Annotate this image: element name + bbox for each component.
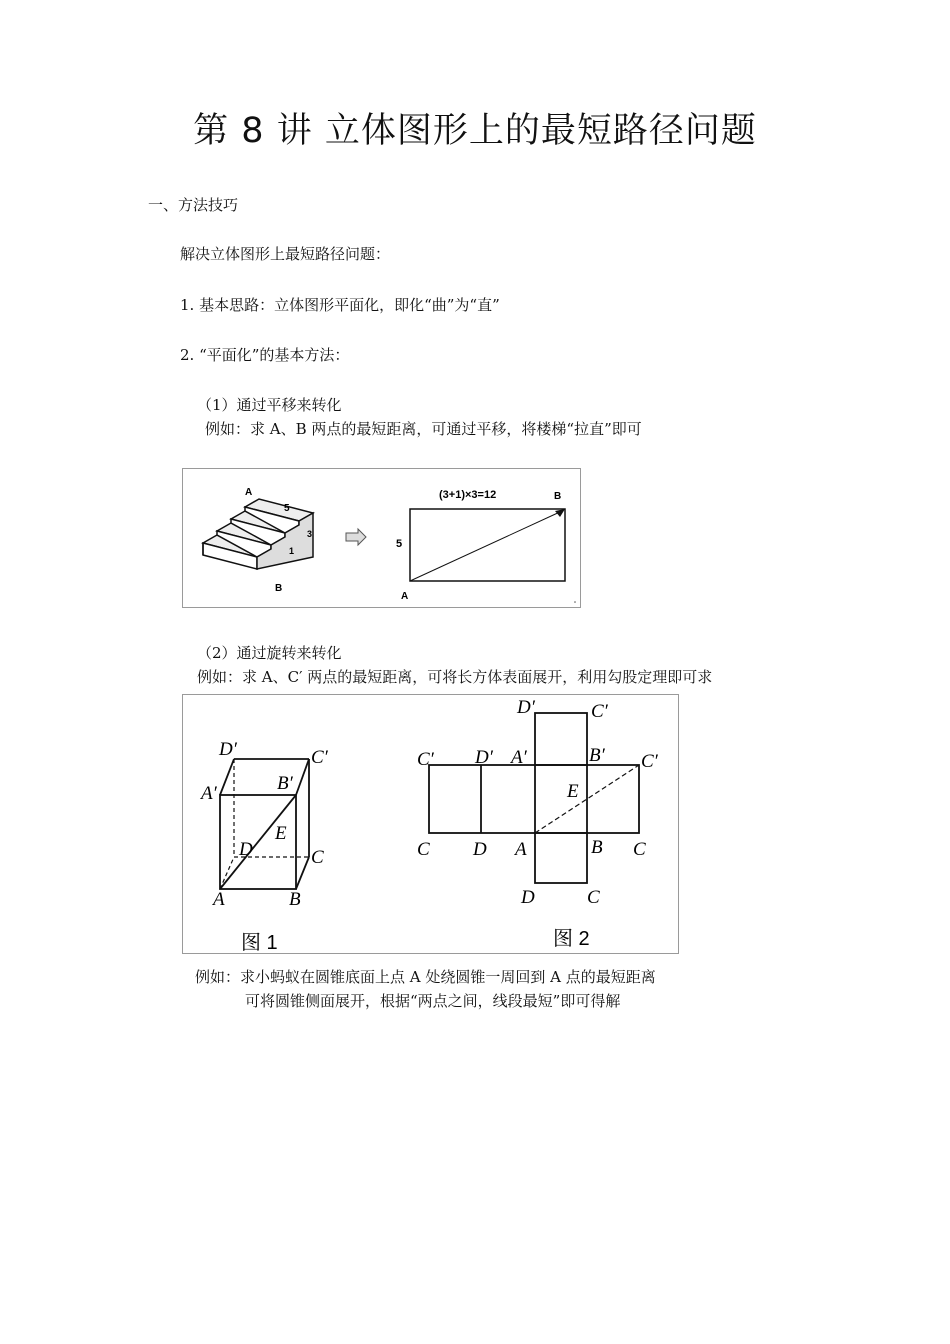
item-basic-method: 2. “平面化”的基本方法： bbox=[180, 346, 350, 364]
net-label-cprime-right: C′ bbox=[641, 751, 658, 772]
subitem-rotation: （2）通过旋转来转化 bbox=[197, 644, 342, 662]
intro-text: 解决立体图形上最短路径问题： bbox=[180, 245, 391, 263]
rect-formula: (3+1)×3=12 bbox=[439, 489, 497, 501]
box-label-bprime: B′ bbox=[277, 773, 293, 794]
net-label-c-left: C bbox=[417, 839, 430, 860]
stairs-label-b: B bbox=[275, 583, 283, 594]
stairs-label-3: 3 bbox=[307, 529, 313, 539]
box-label-c: C bbox=[311, 847, 324, 868]
net-label-dprime-top: D′ bbox=[517, 697, 535, 718]
stairs-label-1: 1 bbox=[289, 546, 295, 556]
net-label-aprime: A′ bbox=[511, 747, 527, 768]
subitem-translation: （1）通过平移来转化 bbox=[197, 396, 342, 414]
shortest-path-line bbox=[410, 511, 562, 581]
cone-example: 例如：求小蚂蚁在圆锥底面上点 A 处绕圆锥一周回到 A 点的最短距离 bbox=[195, 968, 656, 986]
rect-label-b: B bbox=[554, 491, 562, 502]
net-label-c-bottom: C bbox=[587, 887, 600, 908]
net-label-cprime-left: C′ bbox=[417, 749, 434, 770]
stairs-label-a: A bbox=[245, 487, 253, 498]
rect-label-a: A bbox=[401, 591, 409, 602]
page-title: 第 8 讲 立体图形上的最短路径问题 bbox=[193, 111, 757, 151]
cone-detail: 可将圆锥侧面展开，根据“两点之间，线段最短”即可得解 bbox=[245, 992, 621, 1010]
net-label-b: B bbox=[591, 837, 603, 858]
net-label-cprime-top: C′ bbox=[591, 701, 608, 722]
net-label-d-mid: D bbox=[473, 839, 487, 860]
box-label-b: B bbox=[289, 889, 301, 910]
caption-figure-2: 图 2 bbox=[553, 928, 590, 950]
cuboid-figure bbox=[182, 694, 679, 954]
box-label-a: A bbox=[213, 889, 225, 910]
item-basic-idea: 1. 基本思路：立体图形平面化，即化“曲”为“直” bbox=[180, 296, 500, 314]
stairs-figure bbox=[182, 468, 581, 608]
rotation-example: 例如：求 A、C′ 两点的最短距离，可将长方体表面展开，利用勾股定理即可求 bbox=[197, 668, 713, 686]
stairs-label-5: 5 bbox=[284, 503, 290, 514]
box-label-d: D bbox=[239, 839, 253, 860]
rect-label-5: 5 bbox=[396, 538, 403, 550]
box-label-e: E bbox=[275, 823, 287, 844]
box-label-dprime: D′ bbox=[219, 739, 237, 760]
net-label-a: A bbox=[515, 839, 527, 860]
net-label-bprime: B′ bbox=[589, 745, 605, 766]
box-label-aprime: A′ bbox=[201, 783, 217, 804]
stairs-diagram bbox=[183, 469, 580, 607]
caption-figure-1: 图 1 bbox=[241, 932, 278, 953]
section-heading: 一、方法技巧 bbox=[148, 196, 239, 214]
translation-example: 例如：求 A、B 两点的最短距离，可通过平移，将楼梯“拉直”即可 bbox=[205, 420, 642, 438]
net-label-d-bottom: D bbox=[521, 887, 535, 908]
box-label-cprime: C′ bbox=[311, 747, 328, 768]
net-label-e: E bbox=[567, 781, 579, 802]
cuboid-diagram bbox=[183, 695, 678, 953]
net-label-c-right: C bbox=[633, 839, 646, 860]
net-label-dprime-mid: D′ bbox=[475, 747, 493, 768]
arrow-icon bbox=[346, 529, 366, 545]
